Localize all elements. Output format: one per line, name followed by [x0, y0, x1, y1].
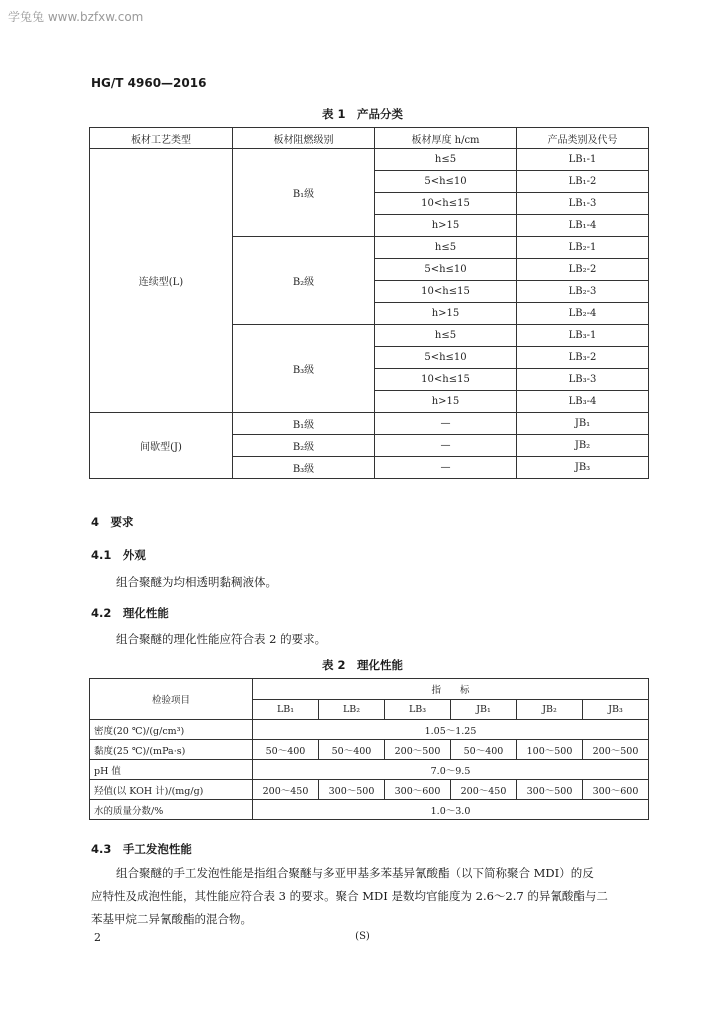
section-4-2-heading: 4.2 理化性能	[91, 606, 169, 620]
viscosity-cell: 200～500	[385, 740, 451, 760]
thickness-cell: —	[375, 457, 517, 479]
table-row	[90, 413, 649, 435]
column-header: JB₁	[451, 699, 517, 720]
section-4-2-text: 组合聚醚的理化性能应符合表 2 的要求。	[116, 632, 327, 646]
product-code-cell: LB₃-1	[517, 325, 649, 347]
section-4-3-line3: 苯基甲烷二异氰酸酯的混合物。	[91, 912, 252, 926]
header-product-code: 产品类别及代号	[517, 128, 649, 149]
row-label-viscosity: 黏度(25 ℃)/(mPa·s)	[90, 740, 253, 760]
thickness-cell: 5<h≤10	[375, 347, 517, 369]
row-label-water: 水的质量分数/%	[90, 800, 253, 820]
table2-caption: 表 2 理化性能	[321, 658, 403, 672]
thickness-cell: h≤5	[375, 237, 517, 259]
ph-value: 7.0～9.5	[253, 760, 649, 780]
thickness-cell: —	[375, 413, 517, 435]
hydroxyl-cell: 300～500	[319, 780, 385, 800]
hydroxyl-cell: 200～450	[253, 780, 319, 800]
thickness-cell: 5<h≤10	[375, 171, 517, 193]
header-index: 指 标	[253, 679, 649, 700]
density-value: 1.05～1.25	[253, 720, 649, 740]
table-row	[90, 800, 649, 820]
thickness-cell: 10<h≤15	[375, 281, 517, 303]
product-code-cell: LB₁-1	[517, 149, 649, 171]
viscosity-cell: 200～500	[583, 740, 649, 760]
table-row	[90, 780, 649, 800]
section-4-3-heading: 4.3 手工发泡性能	[91, 842, 192, 856]
fire-rating-b2: B₂级	[233, 237, 375, 325]
product-code-cell: LB₁-3	[517, 193, 649, 215]
thickness-cell: h>15	[375, 215, 517, 237]
product-code-cell: LB₁-4	[517, 215, 649, 237]
product-code-cell: JB₃	[517, 457, 649, 479]
row-label-density: 密度(20 ℃)/(g/cm³)	[90, 720, 253, 740]
header-process-type: 板材工艺类型	[90, 128, 233, 149]
thickness-cell: 10<h≤15	[375, 193, 517, 215]
table-header-row	[90, 679, 649, 700]
product-code-cell: LB₂-4	[517, 303, 649, 325]
column-header: LB₂	[319, 699, 385, 720]
hydroxyl-cell: 300～600	[385, 780, 451, 800]
water-value: 1.0～3.0	[253, 800, 649, 820]
section-4-3-line2: 应特性及成泡性能，其性能应符合表 3 的要求。聚合 MDI 是数均官能度为 2.6～2.7 的异氰酸酯与二	[91, 889, 608, 903]
fire-rating-b3: B₃级	[233, 325, 375, 413]
header-fire-rating: 板材阻燃级别	[233, 128, 375, 149]
row-label-hydroxyl: 羟值(以 KOH 计)/(mg/g)	[90, 780, 253, 800]
row-label-ph: pH 值	[90, 760, 253, 780]
thickness-cell: —	[375, 435, 517, 457]
product-code-cell: JB₁	[517, 413, 649, 435]
process-batch: 间歇型(J)	[90, 413, 233, 479]
product-code-cell: JB₂	[517, 435, 649, 457]
header-thickness: 板材厚度 h/cm	[375, 128, 517, 149]
product-code-cell: LB₃-3	[517, 369, 649, 391]
hydroxyl-cell: 200～450	[451, 780, 517, 800]
column-header: LB₁	[253, 699, 319, 720]
column-header: JB₃	[583, 699, 649, 720]
fire-rating-cell: B₁级	[233, 413, 375, 435]
column-header: JB₂	[517, 699, 583, 720]
process-continuous: 连续型(L)	[90, 149, 233, 413]
watermark: 学兔兔 www.bzfxw.com	[8, 10, 144, 24]
section-4-1-text: 组合聚醚为均相透明黏稠液体。	[116, 575, 277, 589]
thickness-cell: h>15	[375, 391, 517, 413]
hydroxyl-cell: 300～600	[583, 780, 649, 800]
product-code-cell: LB₂-3	[517, 281, 649, 303]
footer-mark: (S)	[355, 931, 370, 942]
section-4-heading: 4 要求	[91, 515, 134, 529]
product-code-cell: LB₂-2	[517, 259, 649, 281]
table-row	[90, 740, 649, 760]
thickness-cell: 10<h≤15	[375, 369, 517, 391]
standard-number: HG/T 4960—2016	[91, 76, 207, 90]
physicochemical-table	[89, 678, 649, 820]
fire-rating-b1: B₁级	[233, 149, 375, 237]
table-row	[90, 720, 649, 740]
thickness-cell: h≤5	[375, 325, 517, 347]
thickness-cell: h≤5	[375, 149, 517, 171]
product-code-cell: LB₁-2	[517, 171, 649, 193]
viscosity-cell: 100～500	[517, 740, 583, 760]
thickness-cell: h>15	[375, 303, 517, 325]
product-classification-table	[89, 127, 649, 479]
table-row	[90, 760, 649, 780]
viscosity-cell: 50～400	[451, 740, 517, 760]
product-code-cell: LB₃-4	[517, 391, 649, 413]
column-header: LB₃	[385, 699, 451, 720]
thickness-cell: 5<h≤10	[375, 259, 517, 281]
product-code-cell: LB₂-1	[517, 237, 649, 259]
table-header-row	[90, 128, 649, 149]
table-row	[90, 149, 649, 171]
section-4-3-line1: 组合聚醚的手工发泡性能是指组合聚醚与多亚甲基多苯基异氰酸酯（以下简称聚合 MDI）的反	[116, 866, 594, 880]
section-4-1-heading: 4.1 外观	[91, 548, 146, 562]
hydroxyl-cell: 300～500	[517, 780, 583, 800]
viscosity-cell: 50～400	[253, 740, 319, 760]
fire-rating-cell: B₃级	[233, 457, 375, 479]
page-number: 2	[94, 931, 101, 944]
fire-rating-cell: B₂级	[233, 435, 375, 457]
header-test-item: 检验项目	[90, 679, 253, 720]
table1-caption: 表 1 产品分类	[321, 107, 403, 121]
product-code-cell: LB₃-2	[517, 347, 649, 369]
viscosity-cell: 50～400	[319, 740, 385, 760]
